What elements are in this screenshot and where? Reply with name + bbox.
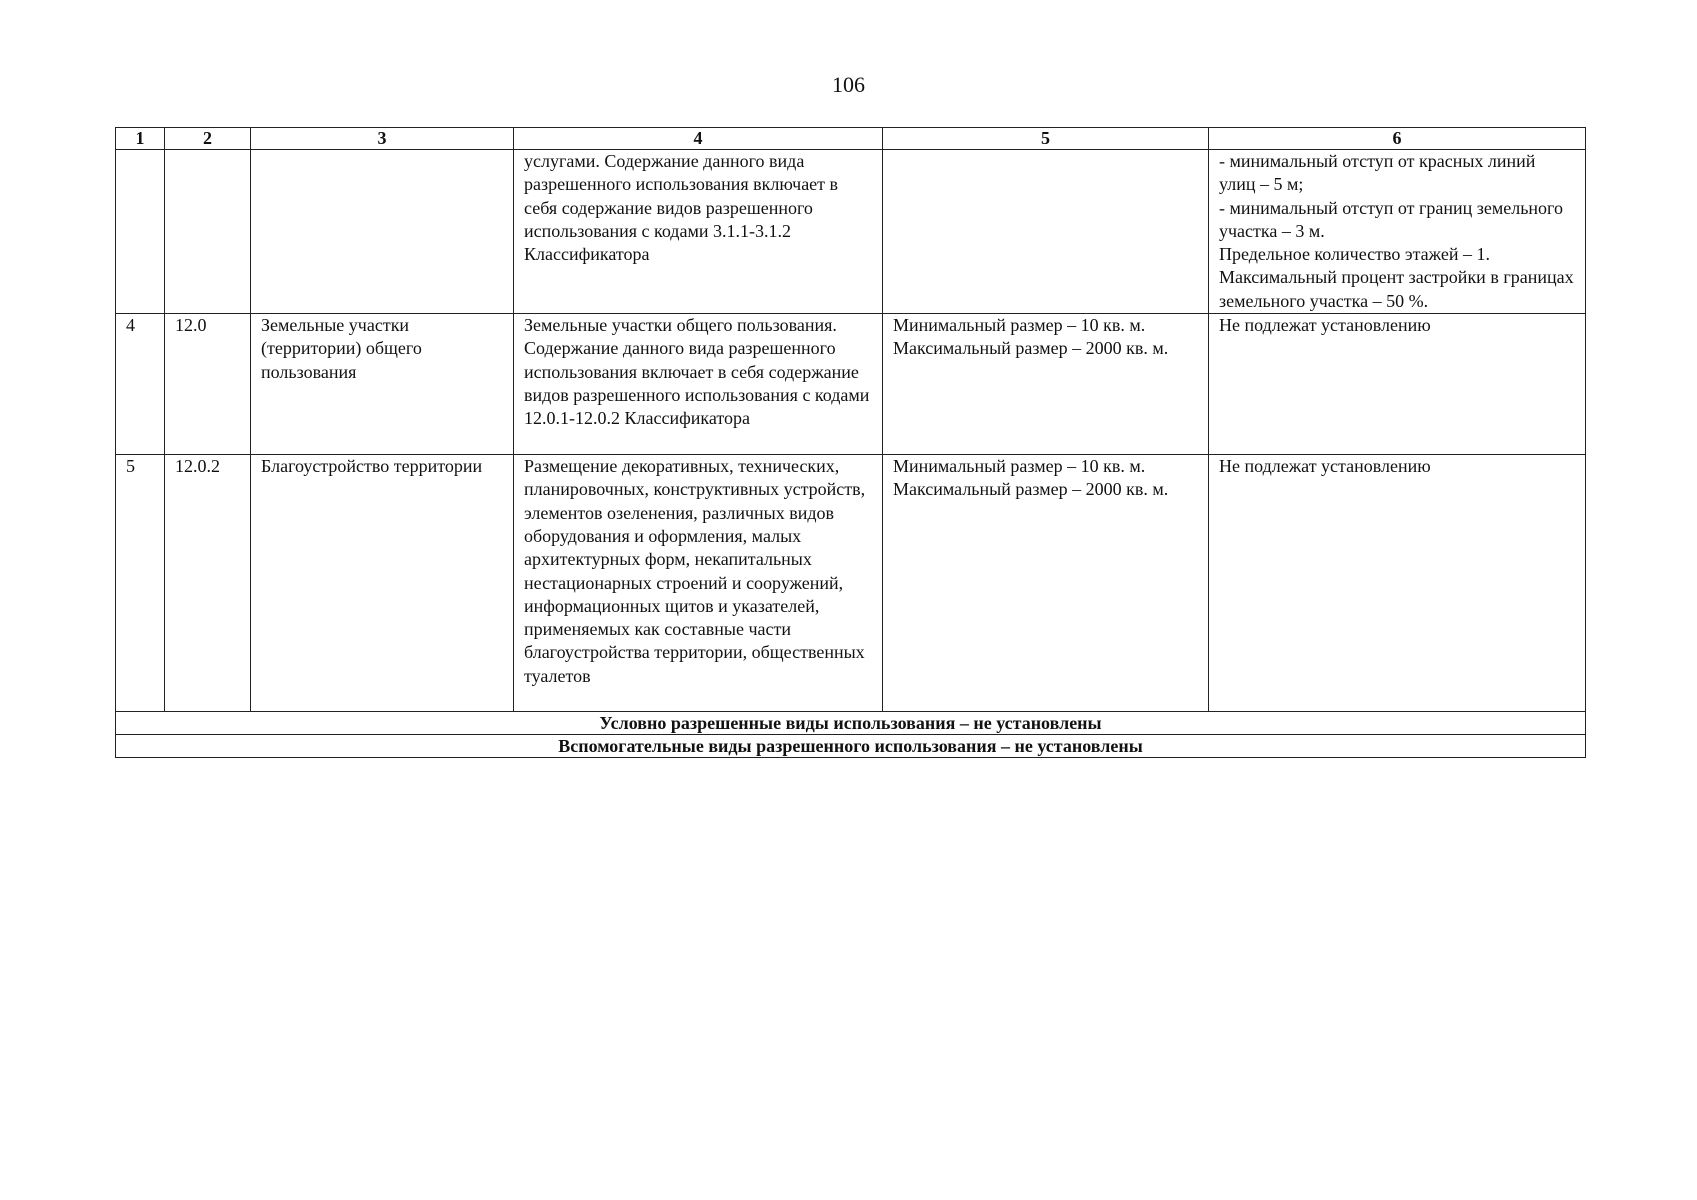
auxiliary-uses-row: [116, 735, 1586, 758]
row-size: [883, 150, 1209, 314]
row-description: Размещение декоративных, технических, планировочных, конструктивных устройств, элементов озеленения, различных видов оборудования и оформления, малых архитектурных форм, некапитальных нестационарных строений и сооружений, информационных щитов и указателей, применяемых как составные части благоустройства территории, общественных туалетов: [514, 455, 883, 712]
row-name: Благоустройство территории: [251, 455, 514, 712]
row-number: [116, 150, 165, 314]
row-params: Не подлежат установлению: [1209, 455, 1586, 712]
row-size: Минимальный размер – 10 кв. м. Максимальный размер – 2000 кв. м.: [883, 455, 1209, 712]
column-header-1: 1: [116, 128, 165, 150]
table-row: [116, 314, 1586, 455]
column-header-6: 6: [1209, 128, 1586, 150]
conditional-uses-row: [116, 712, 1586, 735]
table-header-row: [116, 128, 1586, 150]
row-name: Земельные участки (территории) общего пользования: [251, 314, 514, 455]
auxiliary-uses-note: Вспомогательные виды разрешенного использования – не установлены: [116, 735, 1586, 758]
table-row: [116, 150, 1586, 314]
row-code: 12.0: [165, 314, 251, 455]
conditional-uses-note: Условно разрешенные виды использования – не установлены: [116, 712, 1586, 735]
row-number: 4: [116, 314, 165, 455]
row-size: Минимальный размер – 10 кв. м. Максимальный размер – 2000 кв. м.: [883, 314, 1209, 455]
row-name: [251, 150, 514, 314]
row-code: 12.0.2: [165, 455, 251, 712]
row-params: - минимальный отступ от красных линий улиц – 5 м; - минимальный отступ от границ земельного участка – 3 м. Предельное количество этажей – 1. Максимальный процент застройки в границах земельного участка – 50 %.: [1209, 150, 1586, 314]
row-description: услугами. Содержание данного вида разрешенного использования включает в себя содержание видов разрешенного использования с кодами 3.1.1-3.1.2 Классификатора: [514, 150, 883, 314]
row-code: [165, 150, 251, 314]
column-header-4: 4: [514, 128, 883, 150]
column-header-5: 5: [883, 128, 1209, 150]
column-header-2: 2: [165, 128, 251, 150]
row-number: 5: [116, 455, 165, 712]
column-header-3: 3: [251, 128, 514, 150]
row-description: Земельные участки общего пользования. Содержание данного вида разрешенного использования включает в себя содержание видов разрешенного использования с кодами 12.0.1-12.0.2 Классификатора: [514, 314, 883, 455]
table-row: [116, 455, 1586, 712]
page-number: 106: [832, 72, 865, 97]
land-use-table: [115, 127, 1586, 758]
row-params: Не подлежат установлению: [1209, 314, 1586, 455]
